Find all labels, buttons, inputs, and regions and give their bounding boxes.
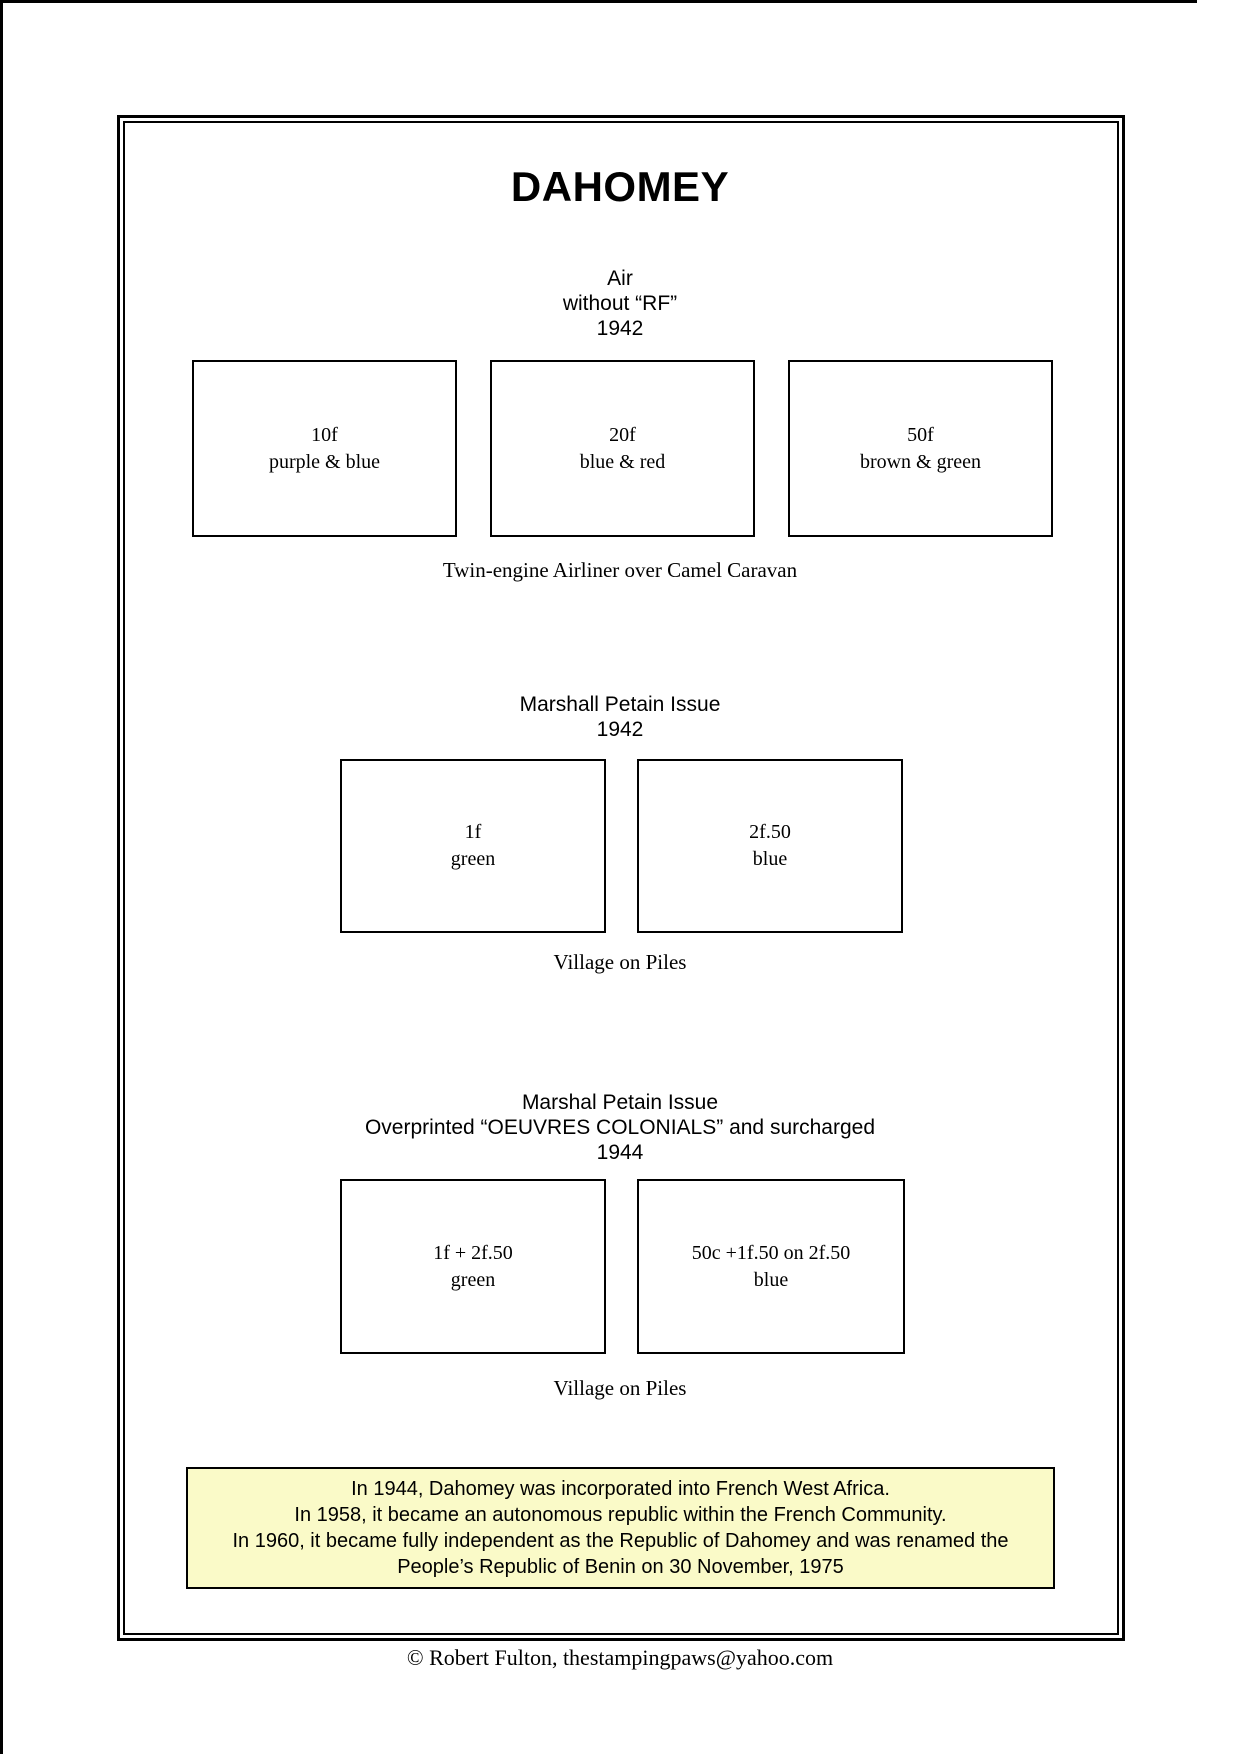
stamp-value: 2f.50 [749,821,791,843]
stamp-box [340,1179,606,1354]
heading-line: 1942 [596,718,644,741]
stamp-box [340,759,606,933]
heading-line: 1942 [596,317,644,340]
stamp-box [637,759,903,933]
section-heading-air [0,266,1240,341]
stamp-color: blue [753,1268,789,1291]
stamp-box [490,360,755,537]
section-heading-petain-1944 [0,1090,1240,1165]
stamp-caption: Twin-engine Airliner over Camel Caravan [442,558,798,582]
heading-line: Overprinted “OEUVRES COLONIALS” and surcharged [364,1116,876,1139]
footer-credit: © Robert Fulton, thestampingpaws@yahoo.com [406,1645,834,1670]
stamp-box [637,1179,905,1354]
heading-line: Air [607,267,633,290]
note-box [186,1467,1055,1589]
stamp-color: green [450,1268,496,1291]
note-line: In 1960, it became fully independent as the Republic of Dahomey and was renamed the [232,1530,1009,1552]
stamp-value: 50c +1f.50 on 2f.50 [691,1241,851,1264]
stamp-value: 10f [311,423,338,446]
heading-line: Marshall Petain Issue [519,693,721,716]
stamp-box [192,360,457,537]
note-line: In 1958, it became an autonomous republic within the French Community. [294,1504,947,1526]
note-line: In 1944, Dahomey was incorporated into French West Africa. [351,1478,890,1500]
scan-edge-left [0,0,3,1754]
page-frame-inner [123,121,1119,1635]
stamp-value: 1f + 2f.50 [433,1241,513,1264]
stamp-caption: Village on Piles [553,1376,687,1400]
page-frame [117,115,1125,1641]
page-title: DAHOMEY [510,163,730,210]
note-line: People’s Republic of Benin on 30 November, 1975 [397,1556,844,1578]
heading-line: Marshal Petain Issue [521,1091,719,1114]
stamp-value: 20f [609,423,636,446]
stamp-box [788,360,1053,537]
stamp-caption: Village on Piles [553,950,687,974]
stamp-color: purple & blue [268,450,381,473]
stamp-color: blue & red [579,450,666,473]
heading-line: without “RF” [562,292,678,315]
stamp-color: blue [752,848,788,870]
scan-edge-top [0,0,1197,3]
section-heading-petain-1942 [0,692,1240,742]
stamp-color: brown & green [859,450,982,473]
stamp-value: 50f [907,423,934,446]
heading-line: 1944 [596,1141,644,1164]
stamp-value: 1f [464,821,482,843]
stamp-color: green [450,848,496,870]
